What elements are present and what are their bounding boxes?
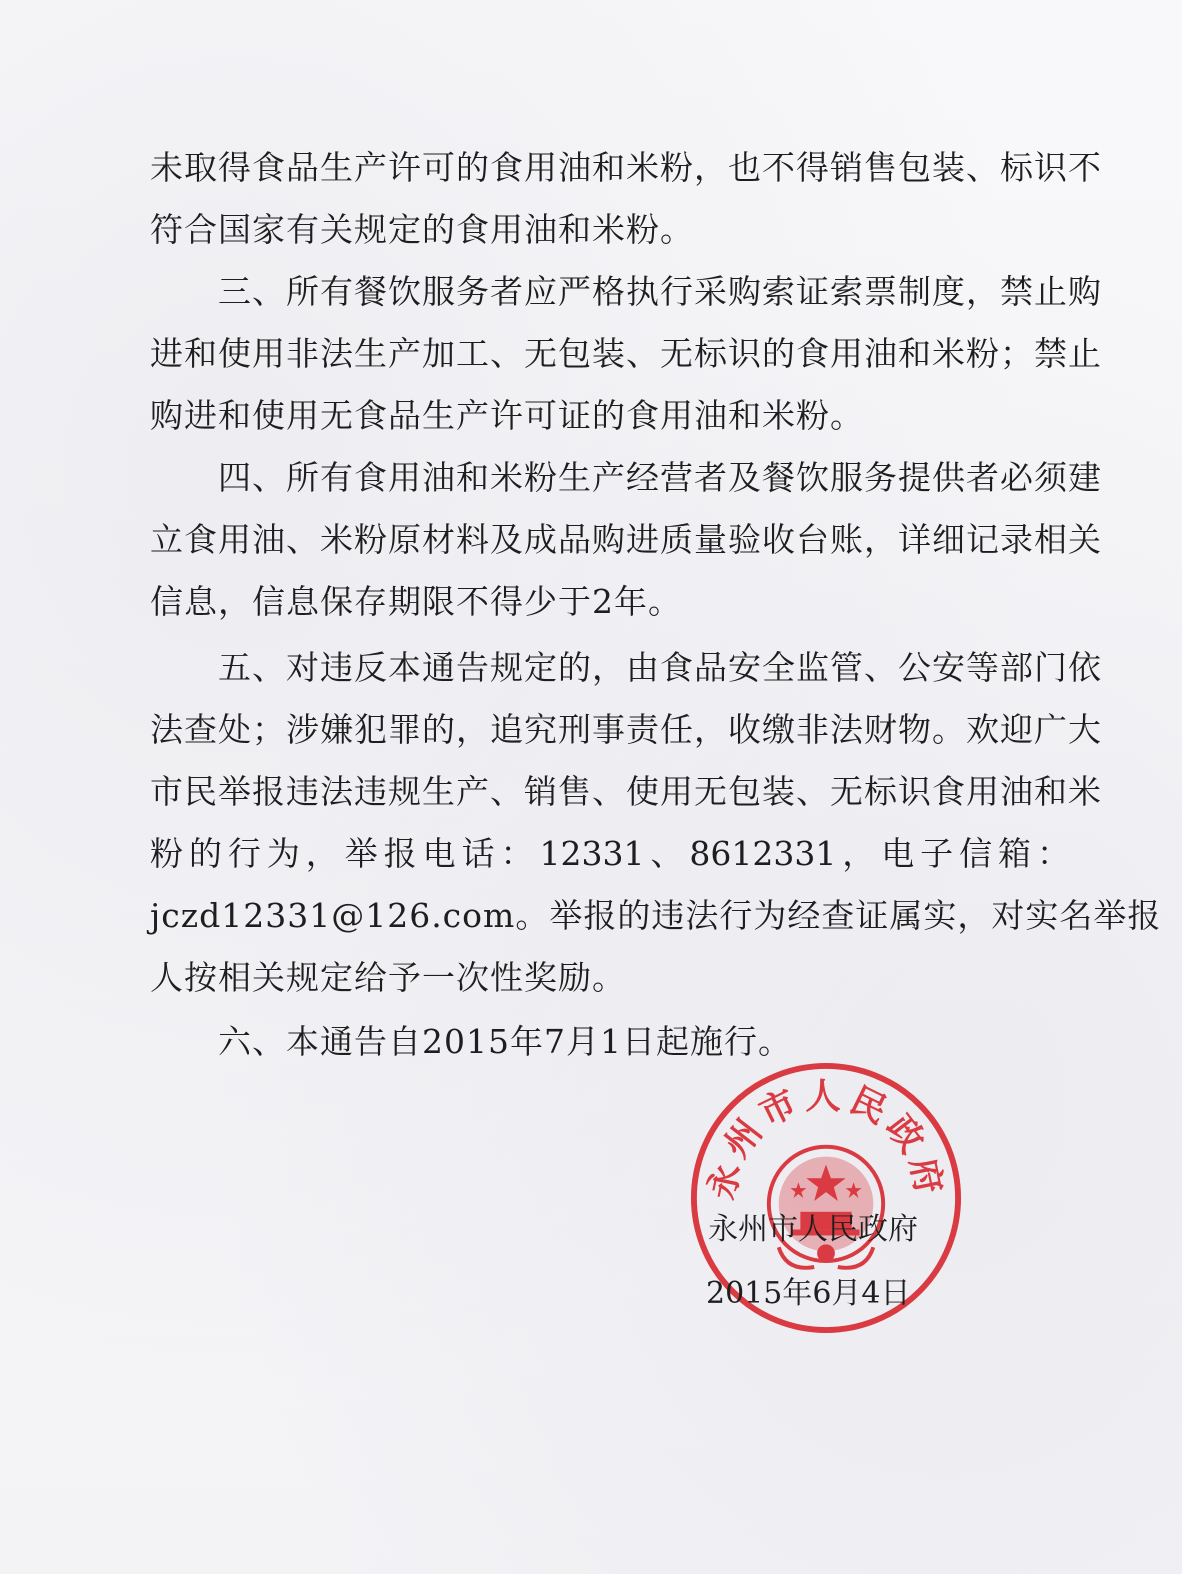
paragraph-6-line-1: 六、本通告自2015年7月1日起施行。 <box>218 1022 792 1061</box>
paragraph-5-line-6: 人按相关规定给予一次性奖励。 <box>150 958 626 997</box>
paragraph-3-line-2: 进和使用非法生产加工、无包装、无标识的食用油和米粉；禁止 <box>150 334 1102 373</box>
seal-text: 永州市人民政府 <box>701 1076 951 1203</box>
body-line-2: 符合国家有关规定的食用油和米粉。 <box>150 210 694 249</box>
paragraph-3-line-3: 购进和使用无食品生产许可证的食用油和米粉。 <box>150 396 864 435</box>
paragraph-3-line-1: 三、所有餐饮服务者应严格执行采购索证索票制度，禁止购 <box>218 272 1102 311</box>
paragraph-5-line-1: 五、对违反本通告规定的，由食品安全监管、公安等部门依 <box>218 648 1102 687</box>
issuer-name: 永州市人民政府 <box>708 1212 918 1247</box>
paragraph-4-line-3: 信息，信息保存期限不得少于2年。 <box>150 582 682 621</box>
paragraph-5-line-4: 粉的行为，举报电话：12331、8612331，电子信箱： <box>150 834 1070 873</box>
paragraph-5-line-3: 市民举报违法违规生产、销售、使用无包装、无标识食用油和米 <box>150 772 1102 811</box>
body-line-1: 未取得食品生产许可的食用油和米粉，也不得销售包装、标识不 <box>150 148 1102 187</box>
paragraph-5-line-2: 法查处；涉嫌犯罪的，追究刑事责任，收缴非法财物。欢迎广大 <box>150 710 1102 749</box>
paragraph-4-line-1: 四、所有食用油和米粉生产经营者及餐饮服务提供者必须建 <box>218 458 1102 497</box>
national-emblem-icon <box>769 1147 883 1268</box>
paragraph-4-line-2: 立食用油、米粉原材料及成品购进质量验收台账，详细记录相关 <box>150 520 1102 559</box>
issue-date: 2015年6月4日 <box>706 1276 911 1311</box>
paragraph-5-line-5: jczd12331@126.com。举报的违法行为经查证属实，对实名举报 <box>150 896 1162 935</box>
